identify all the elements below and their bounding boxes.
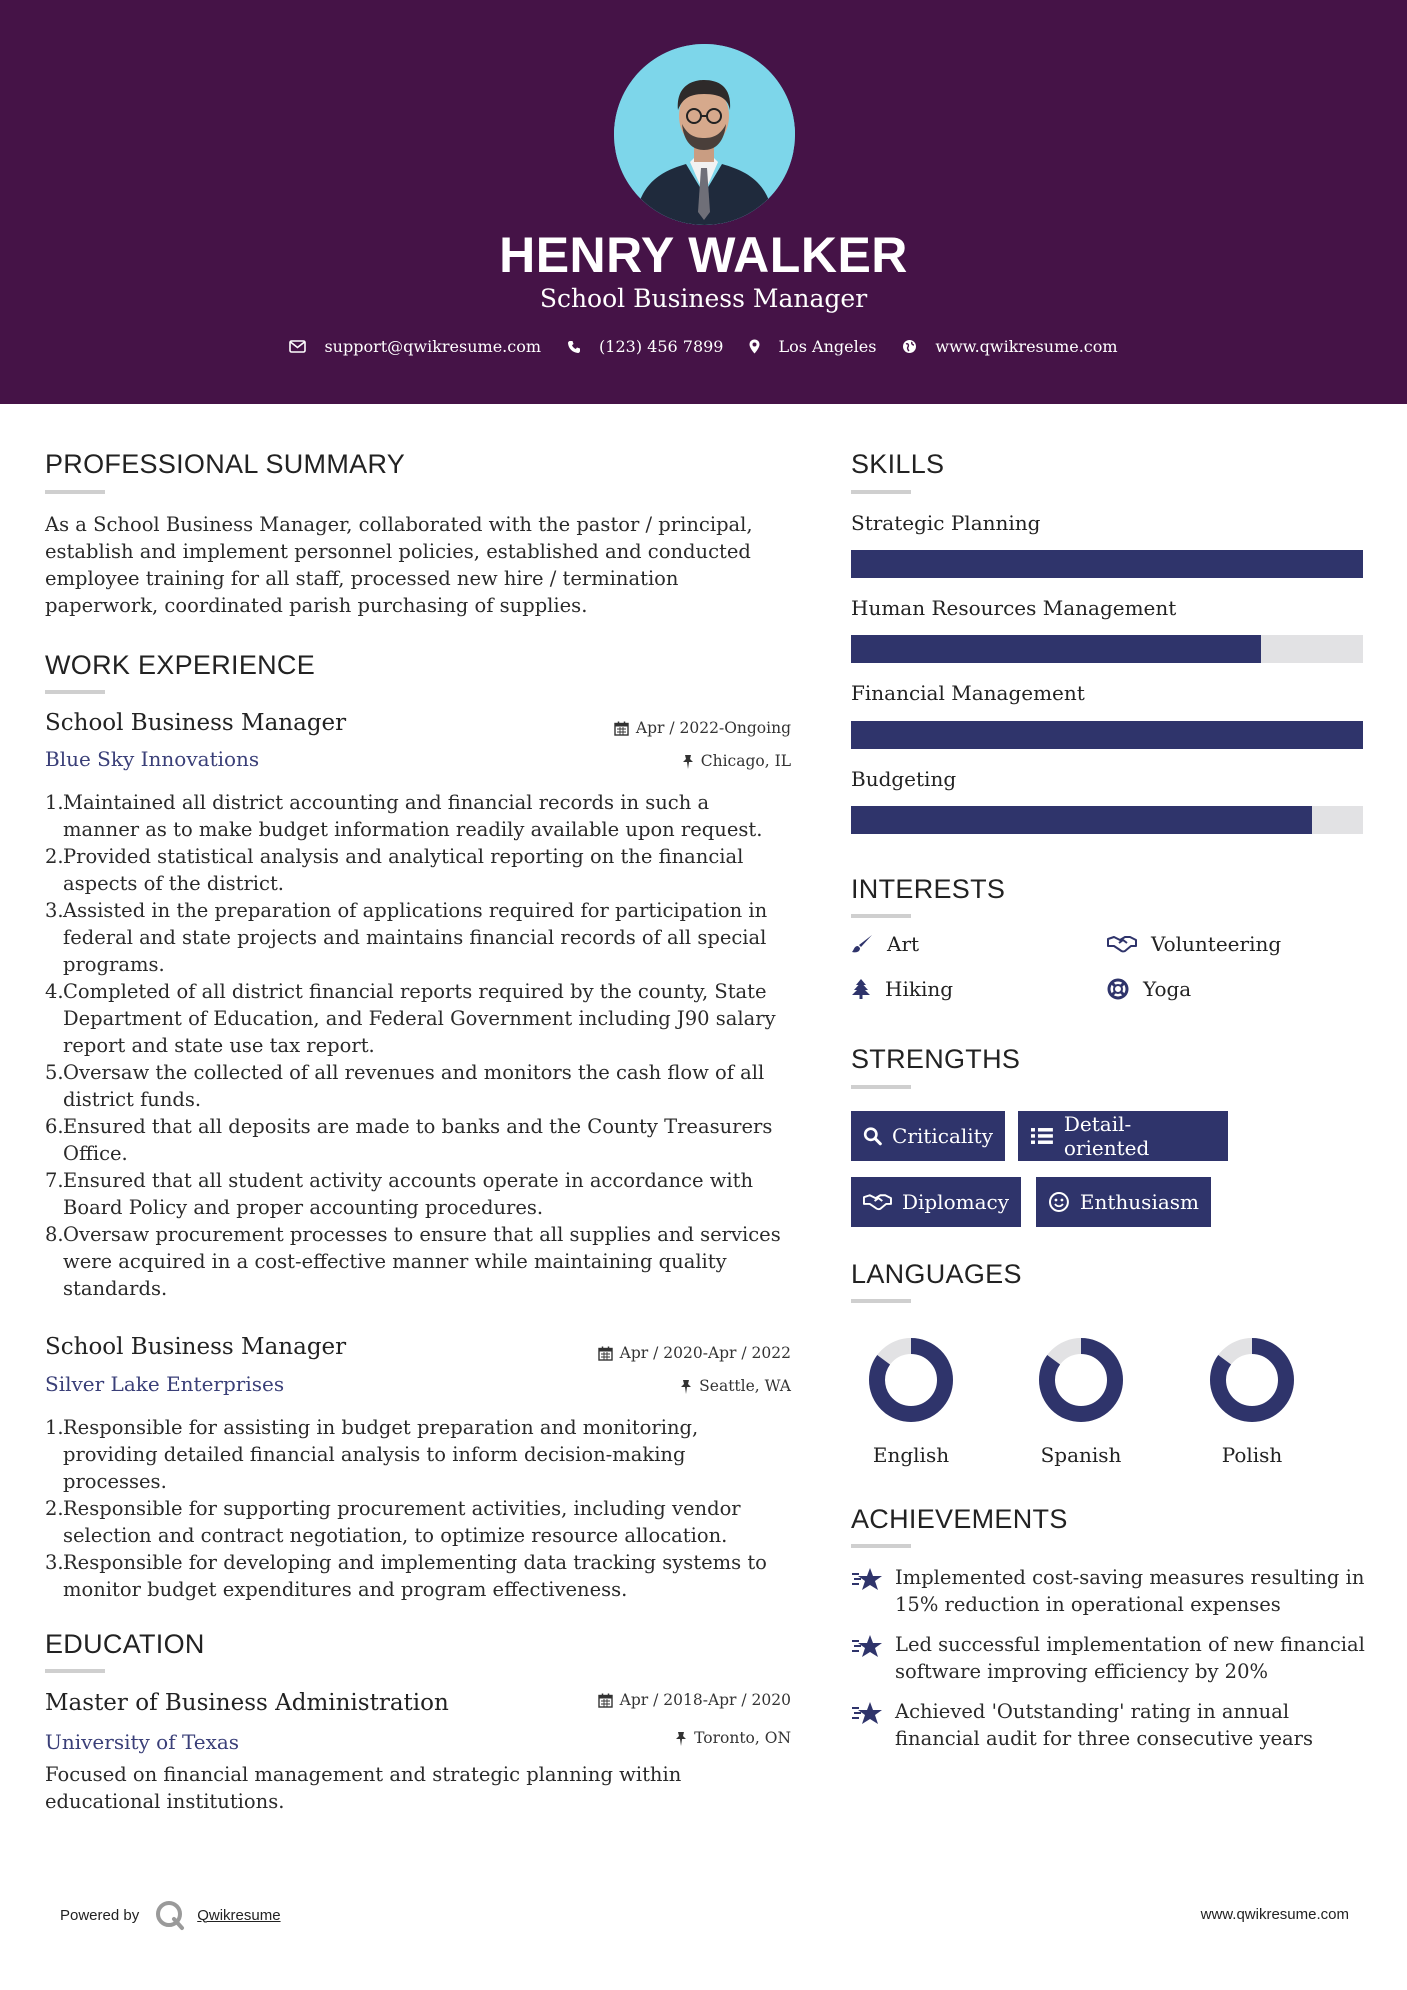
- star-icon: [851, 1700, 883, 1726]
- job-dates: [571, 719, 791, 737]
- skill-bar-fill: [851, 550, 1363, 578]
- achievement-item: [851, 1564, 1371, 1618]
- strengths-heading: STRENGTHS: [851, 1044, 1021, 1074]
- list-item: Responsible for developing and implementing data tracking systems to monitor budget expenditures and program effectiveness.: [63, 1551, 767, 1601]
- contact-bar: [0, 337, 1407, 356]
- education-dates: [571, 1691, 791, 1709]
- map-pin-icon: [749, 339, 760, 354]
- job-location: [571, 752, 791, 770]
- skill-bar: [851, 635, 1363, 663]
- skill-bar: [851, 721, 1363, 749]
- language-donut: [1036, 1335, 1126, 1425]
- strength-label: Detail-oriented: [1063, 1112, 1150, 1160]
- list-icon: [1030, 1126, 1054, 1146]
- list-item: Maintained all district accounting and financial records in such a manner as to make budget information readily available upon request.: [63, 791, 763, 841]
- search-icon: [863, 1125, 882, 1147]
- skill-bar-fill: [851, 806, 1312, 834]
- education-divider: [45, 1669, 105, 1673]
- strength-chip: [1036, 1177, 1211, 1227]
- qwikresume-link[interactable]: Qwikresume: [197, 1906, 281, 1924]
- experience-heading: WORK EXPERIENCE: [45, 650, 316, 680]
- skill-bar-fill: [851, 721, 1363, 749]
- language-item: [1192, 1335, 1312, 1467]
- contact-email[interactable]: [289, 337, 541, 356]
- qwikresume-logo-icon: [153, 1898, 187, 1932]
- job-company: Silver Lake Enterprises: [45, 1372, 285, 1396]
- job-company: Blue Sky Innovations: [45, 747, 260, 771]
- skill-label: Strategic Planning: [851, 511, 1041, 535]
- skills-divider: [851, 490, 911, 494]
- candidate-name: HENRY WALKER: [499, 227, 908, 283]
- job-location: [571, 1377, 791, 1395]
- avatar: [614, 44, 795, 225]
- tree-icon: [851, 978, 871, 1000]
- skill-bar: [851, 550, 1363, 578]
- education-heading: EDUCATION: [45, 1629, 205, 1659]
- language-item: [1021, 1335, 1141, 1467]
- interest-label: Yoga: [1143, 977, 1192, 1001]
- globe-icon: [902, 339, 917, 354]
- strength-label: Enthusiasm: [1079, 1190, 1199, 1214]
- strength-label: Diplomacy: [901, 1190, 1009, 1214]
- language-donut: [866, 1335, 956, 1425]
- experience-divider: [45, 690, 105, 694]
- languages-divider: [851, 1299, 911, 1303]
- achievement-item: [851, 1631, 1371, 1685]
- strength-label: Criticality: [892, 1124, 993, 1148]
- handshake-icon: [1107, 934, 1137, 954]
- education-dates-text: Apr / 2018-Apr / 2020: [619, 1691, 791, 1709]
- language-label: Spanish: [1040, 1443, 1122, 1467]
- job-dates: [571, 1344, 791, 1362]
- list-item: Ensured that all deposits are made to banks and the County Treasurers Office.: [63, 1115, 773, 1165]
- footer-website[interactable]: www.qwikresume.com: [1200, 1906, 1349, 1923]
- job-location-text: Chicago, IL: [700, 752, 791, 770]
- achievements-heading: ACHIEVEMENTS: [851, 1504, 1068, 1534]
- summary-divider: [45, 490, 105, 494]
- location-text: Los Angeles: [778, 337, 877, 356]
- phone-text: (123) 456 7899: [599, 337, 724, 356]
- interest-label: Hiking: [885, 977, 954, 1001]
- star-icon: [851, 1566, 883, 1592]
- summary-heading: PROFESSIONAL SUMMARY: [45, 449, 406, 479]
- handshake-icon: [863, 1192, 892, 1212]
- languages-heading: LANGUAGES: [851, 1259, 1022, 1289]
- email-text: support@qwikresume.com: [324, 337, 542, 356]
- list-item: Ensured that all student activity accounts operate in accordance with Board Policy and proper accounting procedures.: [63, 1169, 754, 1219]
- achievement-text: Achieved 'Outstanding' rating in annual financial audit for three consecutive years: [895, 1700, 1313, 1750]
- contact-website[interactable]: [902, 337, 1117, 356]
- degree-title: Master of Business Administration: [45, 1690, 449, 1716]
- interest-item: [1107, 932, 1281, 956]
- skill-label: Financial Management: [851, 681, 1085, 705]
- education-location: [571, 1729, 791, 1747]
- list-item: Responsible for assisting in budget preparation and monitoring, providing detailed financial analysis to inform decision-making processes.: [63, 1416, 699, 1493]
- summary-text: As a School Business Manager, collaborated with the pastor / principal, establish and implement personnel policies, established and conducted employee training for all staff, processed new hire / termination paperwork, coordinated parish purchasing of supplies.: [45, 513, 753, 617]
- job-duties-list: [45, 1414, 790, 1603]
- website-text: www.qwikresume.com: [935, 337, 1118, 356]
- achievement-text: Led successful implementation of new financial software improving efficiency by 20%: [895, 1633, 1365, 1683]
- interest-item: [851, 977, 953, 1001]
- language-item: [851, 1335, 971, 1467]
- star-icon: [851, 1633, 883, 1659]
- interest-item: [1107, 977, 1191, 1001]
- list-item: Provided statistical analysis and analytical reporting on the financial aspects of the district.: [63, 845, 744, 895]
- list-item: Assisted in the preparation of applications required for participation in federal and state projects and maintains financial records of all special programs.: [63, 899, 768, 976]
- school-name: University of Texas: [45, 1730, 240, 1754]
- strength-chip: [851, 1111, 1005, 1161]
- job-title: School Business Manager: [45, 710, 347, 736]
- calendar-icon: [598, 1693, 613, 1708]
- interest-item: [851, 932, 919, 956]
- pushpin-icon: [682, 754, 694, 769]
- achievement-text: Implemented cost-saving measures resulting in 15% reduction in operational expenses: [895, 1566, 1365, 1616]
- calendar-icon: [598, 1346, 613, 1361]
- strength-chip: [1018, 1111, 1228, 1161]
- skill-bar: [851, 806, 1363, 834]
- education-description: Focused on financial management and strategic planning within educational institutions.: [45, 1763, 682, 1813]
- job-title: School Business Manager: [45, 1334, 347, 1360]
- list-item: Oversaw procurement processes to ensure that all supplies and services were acquired in a cost-effective manner while maintaining quality standards.: [63, 1223, 781, 1300]
- smile-icon: [1048, 1191, 1070, 1213]
- achievement-item: [851, 1698, 1371, 1752]
- interests-divider: [851, 914, 911, 918]
- contact-phone[interactable]: [567, 337, 723, 356]
- interest-label: Art: [887, 932, 920, 956]
- interests-heading: INTERESTS: [851, 874, 1006, 904]
- profile-photo: [614, 44, 795, 225]
- skill-label: Budgeting: [851, 767, 957, 791]
- envelope-icon: [289, 340, 306, 353]
- calendar-icon: [614, 721, 629, 736]
- lifebuoy-icon: [1107, 978, 1129, 1000]
- phone-icon: [567, 340, 581, 354]
- language-label: Polish: [1221, 1443, 1283, 1467]
- education-location-text: Toronto, ON: [694, 1729, 791, 1747]
- pushpin-icon: [675, 1731, 687, 1746]
- candidate-title: School Business Manager: [539, 284, 868, 313]
- language-donut: [1207, 1335, 1297, 1425]
- strengths-divider: [851, 1085, 911, 1089]
- powered-by: [60, 1898, 281, 1932]
- list-item: Responsible for supporting procurement activities, including vendor selection and contract negotiation, to optimize resource allocation.: [63, 1497, 741, 1547]
- pushpin-icon: [680, 1379, 692, 1394]
- resume-header: [0, 0, 1407, 404]
- achievements-divider: [851, 1544, 911, 1548]
- interest-label: Volunteering: [1151, 932, 1282, 956]
- job-duties-list: [45, 789, 790, 1302]
- job-dates-text: Apr / 2020-Apr / 2022: [619, 1344, 791, 1362]
- skills-heading: SKILLS: [851, 449, 945, 479]
- skill-bar-fill: [851, 635, 1261, 663]
- list-item: Completed of all district financial reports required by the county, State Department of Education, and Federal Government including J90 salary report and state use tax report.: [63, 980, 776, 1057]
- skill-label: Human Resources Management: [851, 596, 1177, 620]
- contact-location: [749, 337, 876, 356]
- paintbrush-icon: [851, 934, 873, 954]
- job-dates-text: Apr / 2022-Ongoing: [635, 719, 791, 737]
- job-location-text: Seattle, WA: [699, 1377, 791, 1395]
- powered-by-text: Powered by: [60, 1906, 140, 1924]
- language-label: English: [872, 1443, 950, 1467]
- list-item: Oversaw the collected of all revenues and monitors the cash flow of all district funds.: [63, 1061, 765, 1111]
- strength-chip: [851, 1177, 1021, 1227]
